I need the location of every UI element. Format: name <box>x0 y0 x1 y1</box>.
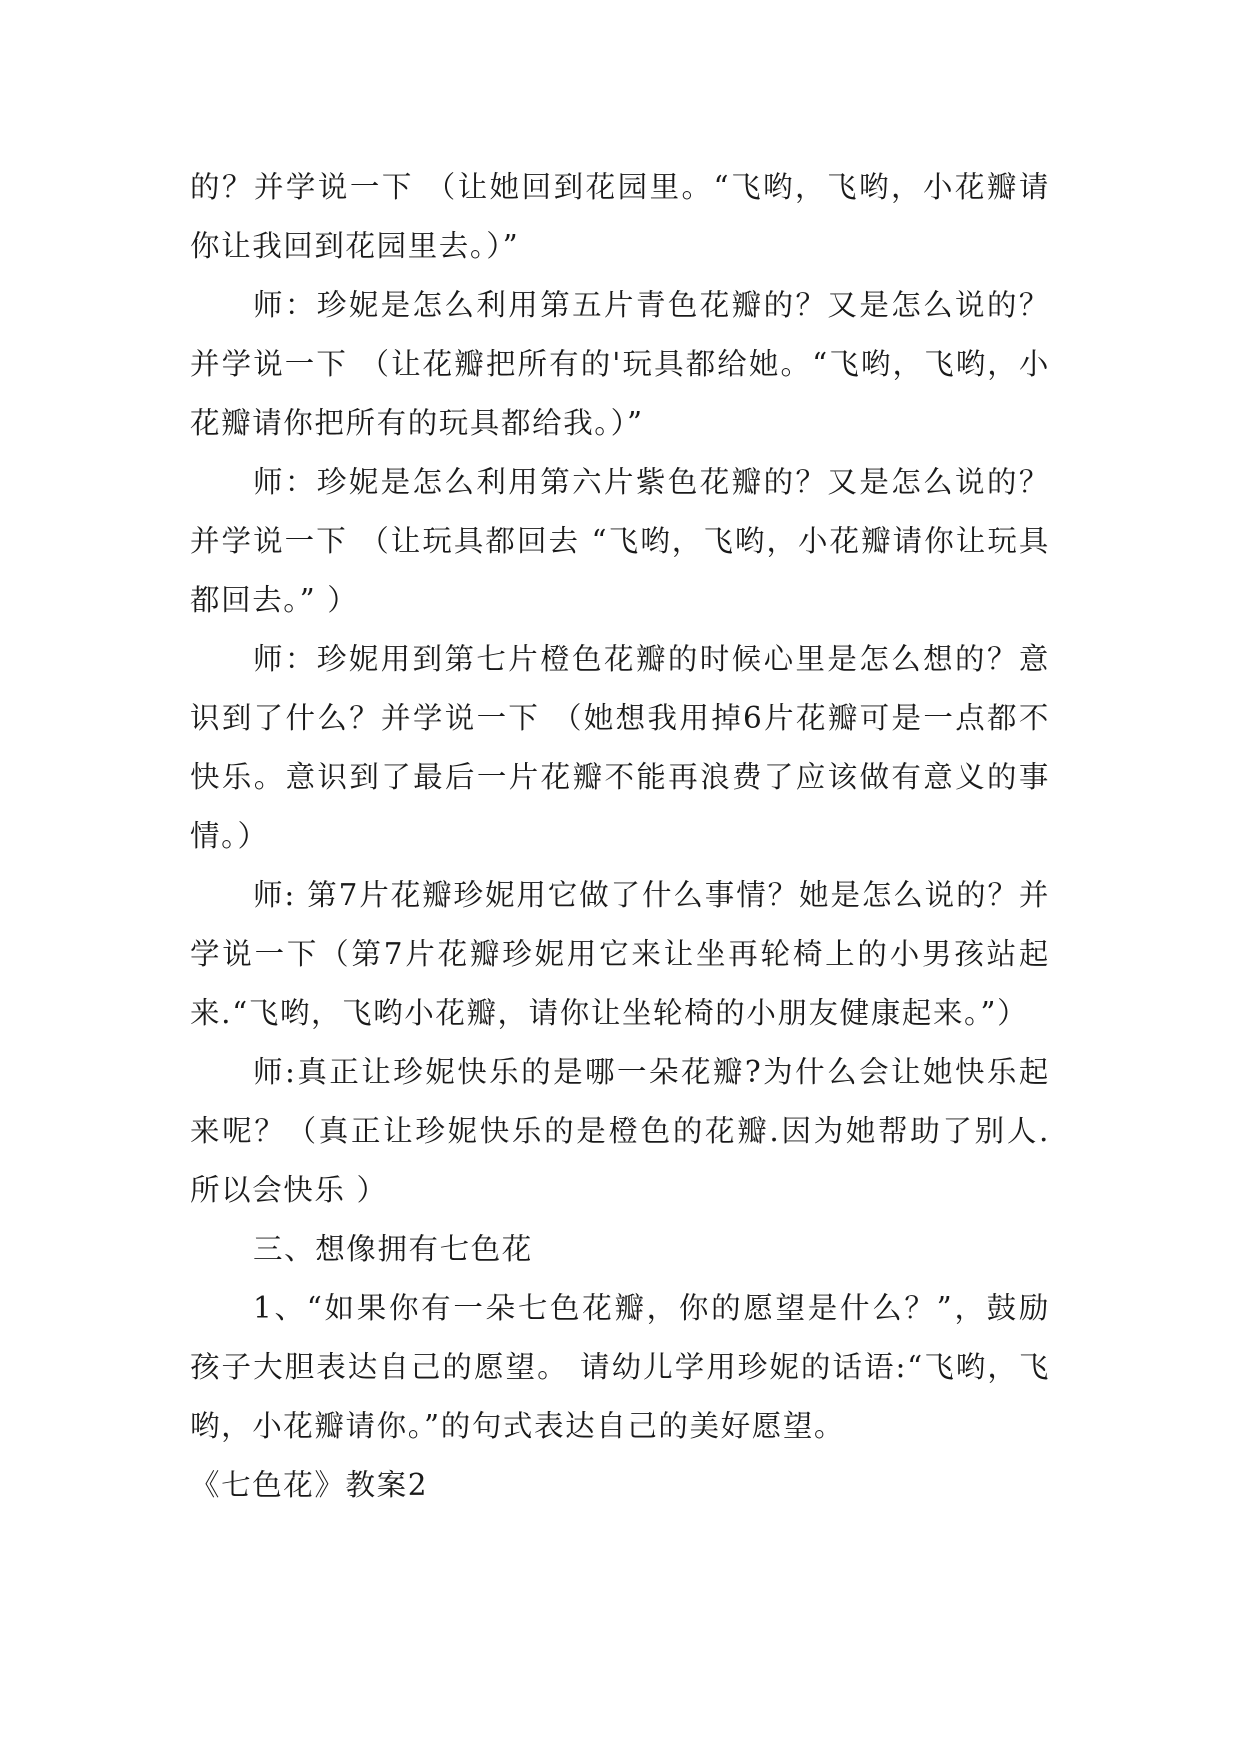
paragraph-wish: 1、“如果你有一朵七色花瓣，你的愿望是什么？”，鼓励孩子大胆表达自己的愿望。 请幼儿学用珍妮的话语:“飞哟，飞哟，小花瓣请你。”的句式表达自己的美好愿望。 <box>190 1291 1050 1443</box>
paragraph-seventh-petal-thoughts: 师：珍妮用到第七片橙色花瓣的时候心里是怎么想的？意识到了什么？并学说一下 （她想我用掉6片花瓣可是一点都不快乐。意识到了最后一片花瓣不能再浪费了应该做有意义的事情。） <box>190 642 1050 853</box>
paragraph-seventh-petal-use: 师: 第7片花瓣珍妮用它做了什么事情？她是怎么说的？并学说一下（第7片花瓣珍妮用它来让坐再轮椅上的小男孩站起来.“飞哟，飞哟小花瓣，请你让坐轮椅的小朋友健康起来。”） <box>190 878 1050 1030</box>
paragraph-sixth-petal: 师：珍妮是怎么利用第六片紫色花瓣的？又是怎么说的？并学说一下 （让玩具都回去 “飞哟，飞哟，小花瓣请你让玩具都回去。” ） <box>190 465 1050 617</box>
paragraph-happiness: 师:真正让珍妮快乐的是哪一朵花瓣?为什么会让她快乐起来呢？（真正让珍妮快乐的是橙色的花瓣.因为她帮助了别人.所以会快乐 ） <box>190 1055 1050 1207</box>
paragraph-continuation: 的？并学说一下 （让她回到花园里。“飞哟，飞哟，小花瓣请你让我回到花园里去。）” <box>190 170 1050 263</box>
document-title-2: 《七色花》教案2 <box>190 1468 429 1502</box>
document-body <box>190 158 1050 1515</box>
section-heading: 三、想像拥有七色花 <box>253 1232 533 1266</box>
paragraph-fifth-petal: 师：珍妮是怎么利用第五片青色花瓣的？又是怎么说的？并学说一下 （让花瓣把所有的'玩具都给她。“飞哟，飞哟，小花瓣请你把所有的玩具都给我。）” <box>190 288 1050 440</box>
